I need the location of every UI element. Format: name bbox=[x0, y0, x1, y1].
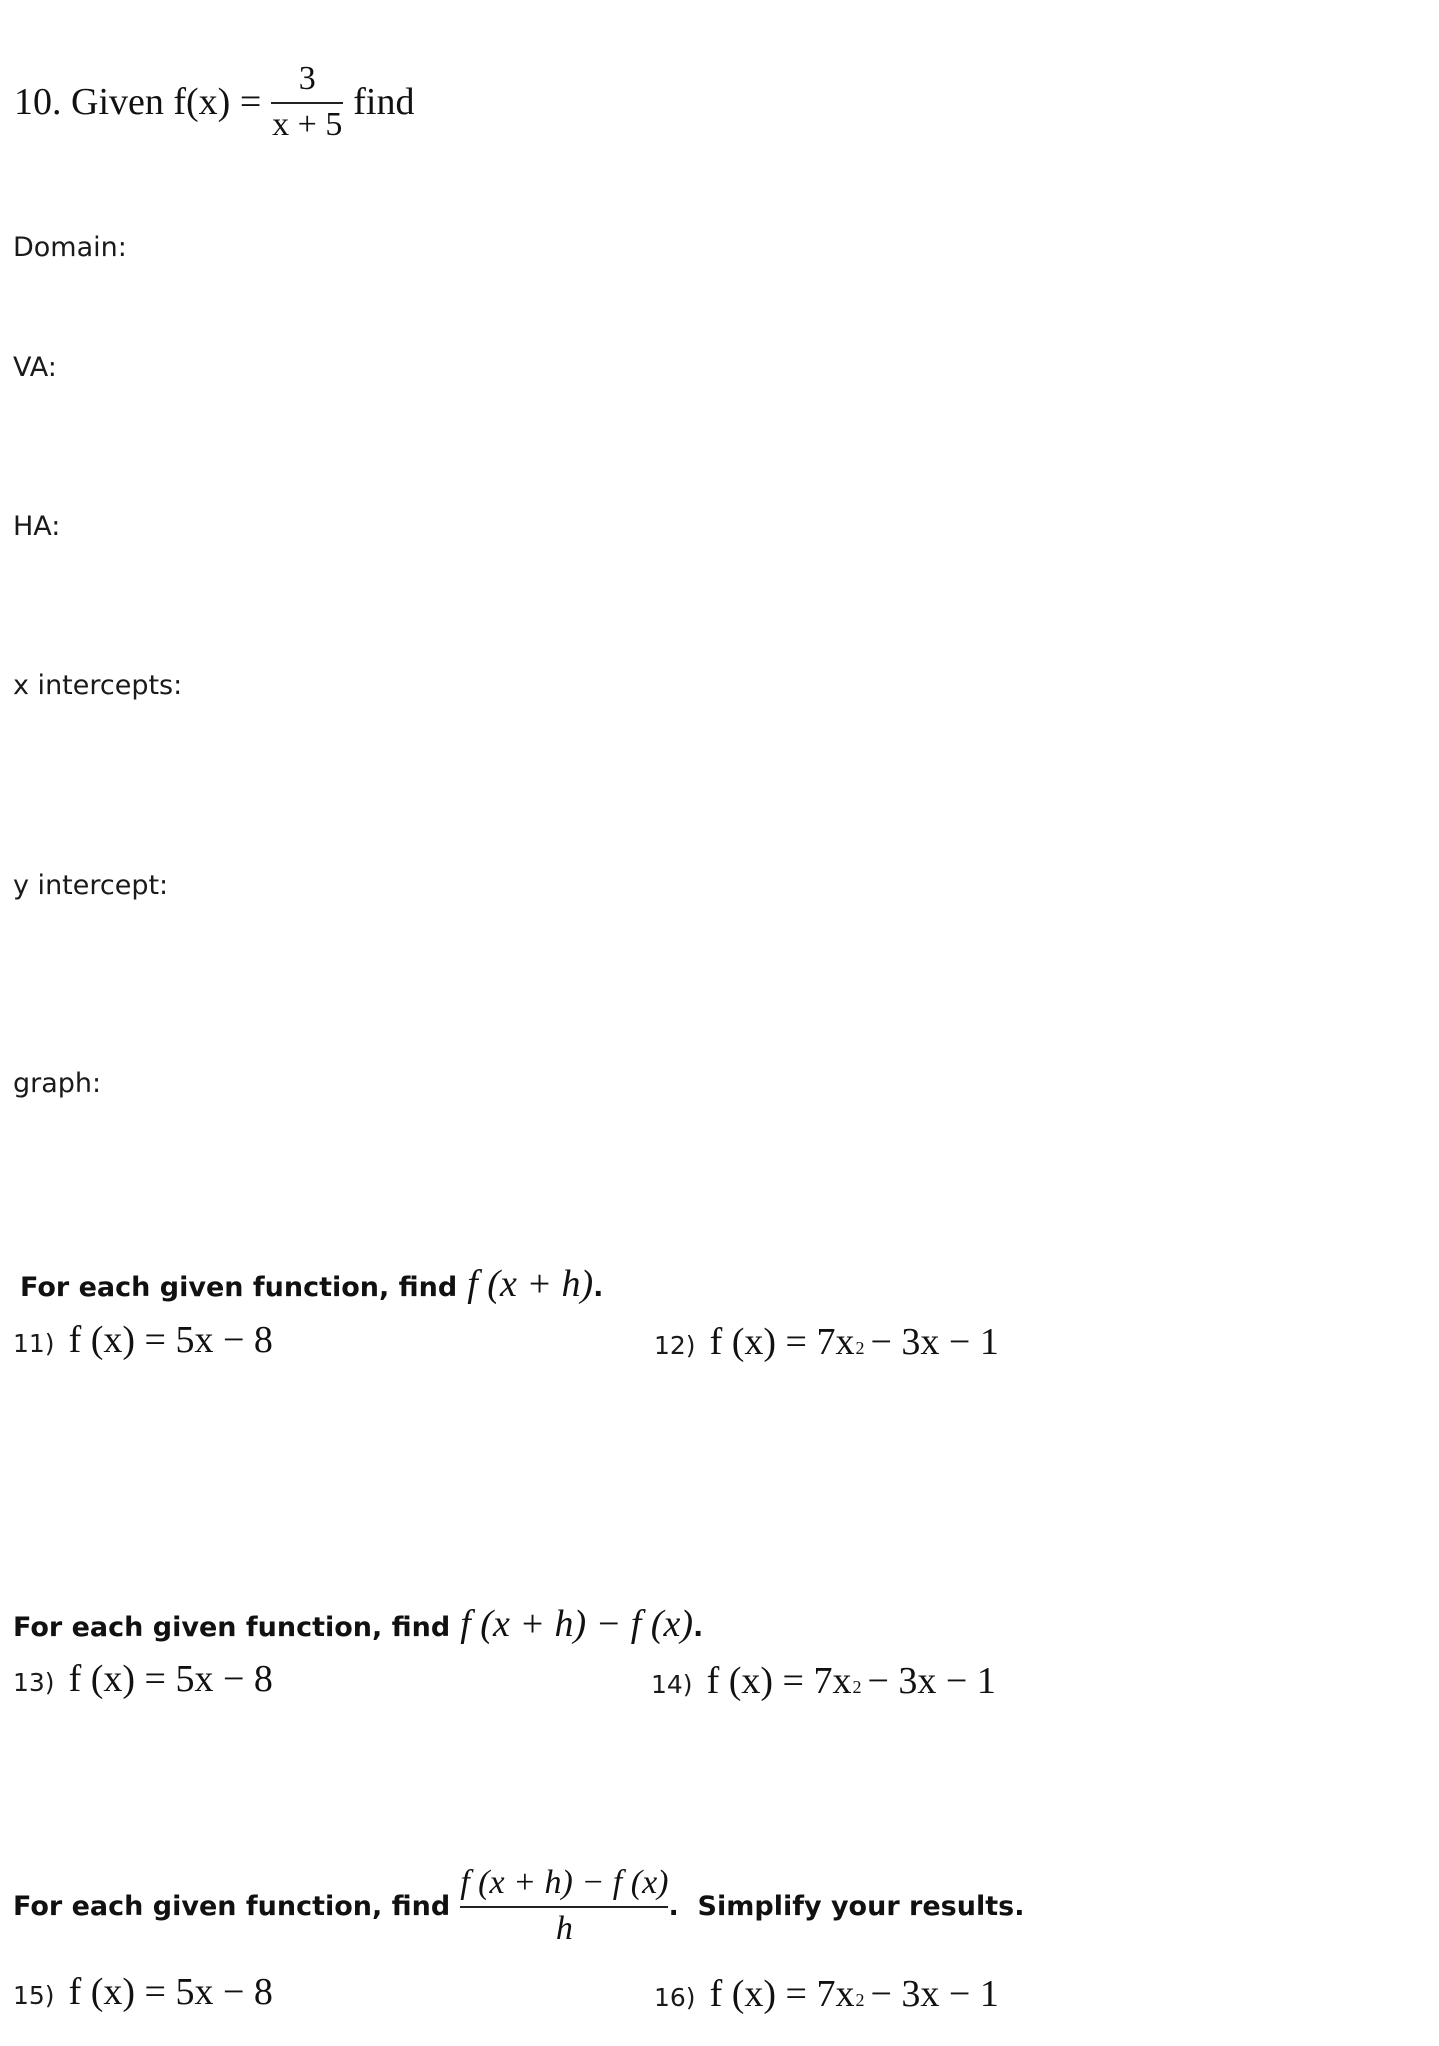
section-1-end: . bbox=[593, 1272, 604, 1303]
section-2-target: f (x + h) − f (x) bbox=[460, 1603, 693, 1645]
problem-16-number: 16) bbox=[654, 1983, 696, 2012]
section-2-heading-text: For each given function, find bbox=[13, 1612, 451, 1643]
problem-11-number: 11) bbox=[13, 1329, 55, 1358]
problem-15-number: 15) bbox=[13, 1981, 55, 2010]
problem-10-intro: 10. Given f(x) = bbox=[14, 81, 262, 123]
x-intercepts-label: x intercepts: bbox=[13, 670, 183, 701]
problem-13-expression: f (x) = 5x − 8 bbox=[68, 1658, 273, 1700]
section-2-heading bbox=[13, 1602, 703, 1646]
problem-12-expression-right: − 3x − 1 bbox=[870, 1321, 999, 1363]
fraction-bar bbox=[460, 1906, 668, 1908]
problem-12 bbox=[654, 1320, 999, 1364]
domain-label: Domain: bbox=[13, 232, 127, 263]
difference-quotient-numerator: f (x + h) − f (x) bbox=[460, 1864, 669, 1901]
problem-14-exponent: 2 bbox=[852, 1677, 862, 1697]
problem-10 bbox=[14, 62, 414, 142]
problem-16-exponent: 2 bbox=[855, 1990, 865, 2010]
difference-quotient bbox=[460, 1866, 668, 1946]
problem-12-number: 12) bbox=[654, 1331, 696, 1360]
section-3-tail: . Simplify your results. bbox=[668, 1890, 1025, 1922]
problem-13-number: 13) bbox=[13, 1668, 55, 1697]
section-3-heading bbox=[13, 1866, 1024, 1946]
section-1-heading bbox=[20, 1262, 603, 1306]
ha-label: HA: bbox=[13, 511, 61, 542]
fraction-bar bbox=[271, 102, 343, 104]
section-2-end: . bbox=[692, 1612, 704, 1643]
problem-14-number: 14) bbox=[651, 1670, 693, 1699]
problem-16-expression-left: f (x) = 7x bbox=[709, 1973, 855, 2015]
problem-10-fraction bbox=[271, 62, 343, 142]
problem-12-expression-left: f (x) = 7x bbox=[709, 1321, 855, 1363]
problem-10-denominator: x + 5 bbox=[272, 106, 343, 143]
problem-10-numerator: 3 bbox=[298, 60, 316, 97]
problem-16 bbox=[654, 1972, 999, 2016]
difference-quotient-denominator: h bbox=[555, 1910, 573, 1947]
problem-14 bbox=[651, 1659, 996, 1703]
problem-12-exponent: 2 bbox=[855, 1338, 865, 1358]
problem-11 bbox=[13, 1318, 273, 1362]
problem-16-expression-right: − 3x − 1 bbox=[870, 1973, 999, 2015]
problem-14-expression-left: f (x) = 7x bbox=[706, 1660, 852, 1702]
section-1-heading-text: For each given function, find bbox=[20, 1272, 458, 1303]
y-intercept-label: y intercept: bbox=[13, 870, 169, 901]
graph-label: graph: bbox=[13, 1068, 102, 1099]
problem-15 bbox=[13, 1970, 273, 2014]
section-1-target: f (x + h) bbox=[467, 1263, 594, 1305]
problem-13 bbox=[13, 1657, 273, 1701]
va-label: VA: bbox=[13, 352, 57, 383]
problem-14-expression-right: − 3x − 1 bbox=[867, 1660, 996, 1702]
problem-11-expression: f (x) = 5x − 8 bbox=[68, 1319, 273, 1361]
section-3-heading-text: For each given function, find bbox=[13, 1890, 451, 1922]
problem-10-suffix: find bbox=[353, 81, 415, 123]
problem-15-expression: f (x) = 5x − 8 bbox=[68, 1971, 273, 2013]
